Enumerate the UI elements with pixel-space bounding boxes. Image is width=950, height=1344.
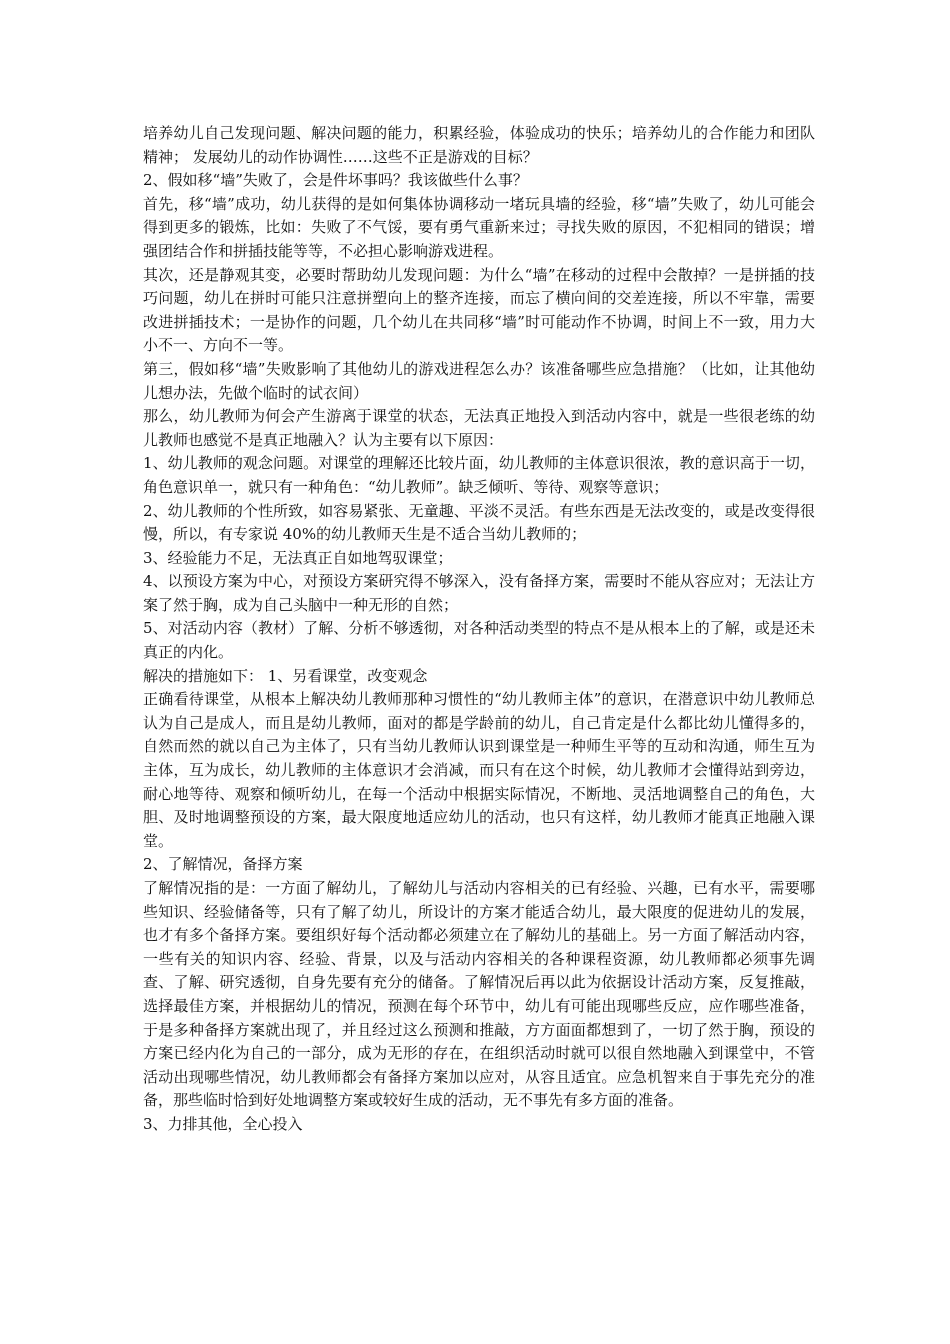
paragraph-measure-3-heading: 3、力排其他，全心投入 (143, 1114, 303, 1133)
paragraph-game-goals: 培养幼儿自己发现问题、解决问题的能力，积累经验，体验成功的快乐；培养幼儿的合作能力和团队精神； 发展幼儿的动作协调性……这些不正是游戏的目标？ (143, 124, 815, 166)
paragraph-reasons-intro: 那么，幼儿教师为何会产生游离于课堂的状态，无法真正地投入到活动内容中，就是一些很老练的幼儿教师也感觉不是真正地融入？认为主要有以下原因： (143, 407, 815, 449)
paragraph-third: 第三，假如移“墙”失败影响了其他幼儿的游戏进程怎么办？该准备哪些应急措施？（比如，让其他幼儿想办法，先做个临时的试衣间） (143, 359, 815, 402)
paragraph-first: 首先，移“墙”成功，幼儿获得的是如何集体协调移动一堵玩具墙的经验，移“墙”失败了，幼儿可能会得到更多的锻炼，比如：失败了不气馁，要有勇气重新来过；寻找失败的原因，不犯相同的错误；增强团结合作和拼插技能等等，不必担心影响游戏进程。 (143, 194, 815, 260)
document-page (143, 122, 815, 1137)
paragraph-reason-1: 1、幼儿教师的观念问题。对课堂的理解还比较片面，幼儿教师的主体意识很浓，教的意识高于一切，角色意识单一，就只有一种角色：“幼儿教师”。缺乏倾听、等待、观察等意识； (143, 454, 815, 496)
paragraph-reason-2: 2、幼儿教师的个性所致，如容易紧张、无童趣、平淡不灵活。有些东西是无法改变的，或是改变得很慢，所以，有专家说 40%的幼儿教师天生是不适合当幼儿教师的； (143, 501, 815, 544)
paragraph-measure-2-heading: 2、了解情况，备择方案 (143, 855, 303, 874)
paragraph-measures-heading: 解决的措施如下： 1、另看课堂，改变观念 (143, 666, 428, 685)
paragraph-measure-2-body: 了解情况指的是：一方面了解幼儿，了解幼儿与活动内容相关的已有经验、兴趣，已有水平，需要哪些知识、经验储备等，只有了解了幼儿，所设计的方案才能适合幼儿，最大限度的促进幼儿的发展，也才有多个备择方案。要组织好每个活动都必须建立在了解幼儿的基础上。另一方面了解活动内容，一些有关的知识内容、经验、背景，以及与活动内容相关的各种课程资源，幼儿教师都必须事先调查、了解、研究透彻，自身先要有充分的储备。了解情况后再以此为依据设计活动方案，反复推敲，选择最佳方案，并根据幼儿的情况，预测在每个环节中，幼儿有可能出现哪些反应，应作哪些准备，于是多种备择方案就出现了，并且经过这么预测和推敲，方方面面都想到了，一切了然于胸，预设的方案已经内化为自己的一部分，成为无形的存在，在组织活动时就可以很自然地融入到课堂中，不管活动出现哪些情况，幼儿教师都会有备择方案加以应对，从容且适宜。应急机智来自于事先充分的准备，那些临时恰到好处地调整方案或较好生成的活动，无不事先有多方面的准备。 (143, 879, 815, 1110)
paragraph-second: 其次，还是静观其变，必要时帮助幼儿发现问题：为什么“墙”在移动的过程中会散掉？一是拼插的技巧问题，幼儿在拼时可能只注意拼塑向上的整齐连接，而忘了横向间的交差连接，所以不牢靠，需要改进拼插技术；一是协作的问题，几个幼儿在共同移“墙”时可能动作不协调，时间上不一致，用力大小不一、方向不一等。 (143, 265, 815, 355)
paragraph-reason-5: 5、对活动内容（教材）了解、分析不够透彻，对各种活动类型的特点不是从根本上的了解，或是还未真正的内化。 (143, 619, 815, 662)
paragraph-question-2: 2、假如移“墙”失败了，会是件坏事吗？我该做些什么事？ (143, 171, 528, 190)
paragraph-reason-3: 3、经验能力不足，无法真正自如地驾驭课堂； (143, 548, 453, 567)
paragraph-measure-1-body: 正确看待课堂，从根本上解决幼儿教师那种习惯性的“幼儿教师主体”的意识，在潜意识中幼儿教师总认为自己是成人，而且是幼儿教师，面对的都是学龄前的幼儿，自己肯定是什么都比幼儿懂得多的，自然而然的就以自己为主体了，只有当幼儿教师认识到课堂是一种师生平等的互动和沟通，师生互为主体，互为成长，幼儿教师的主体意识才会消减，而只有在这个时候，幼儿教师才会懂得站到旁边，耐心地等待、观察和倾听幼儿，在每一个活动中根据实际情况，不断地、灵活地调整自己的角色，大胆、及时地调整预设的方案，最大限度地适应幼儿的活动，也只有这样，幼儿教师才能真正地融入课堂。 (143, 690, 815, 850)
paragraph-reason-4: 4、以预设方案为中心，对预设方案研究得不够深入，没有备择方案，需要时不能从容应对；无法让方案了然于胸，成为自己头脑中一种无形的自然； (143, 572, 815, 614)
